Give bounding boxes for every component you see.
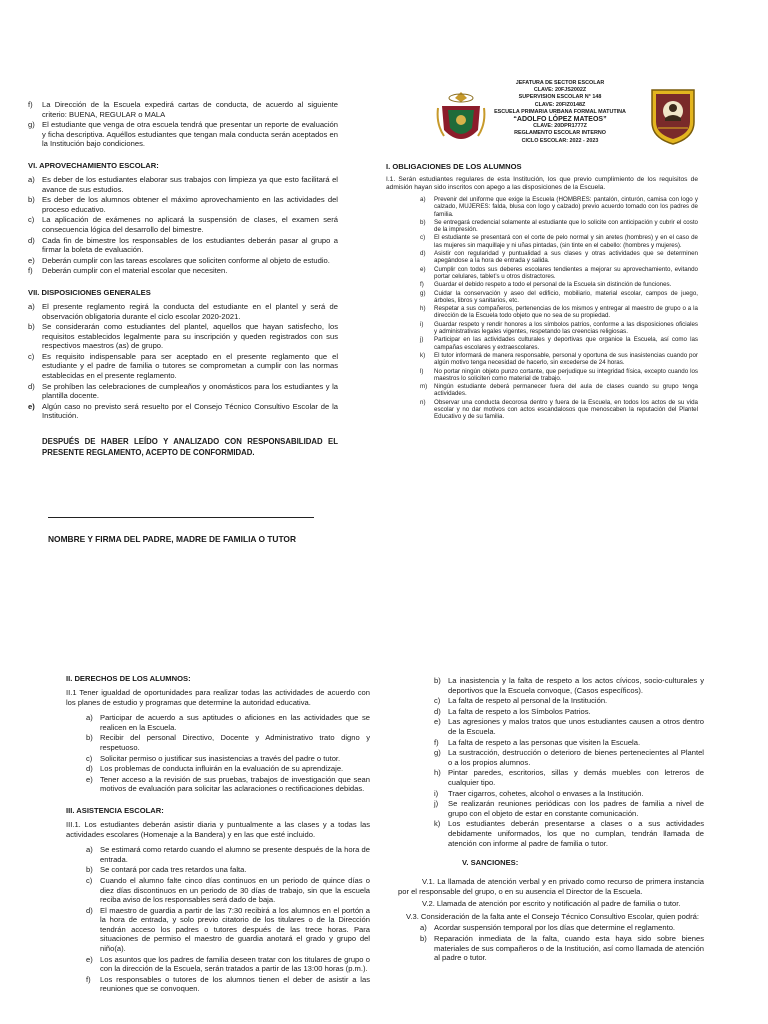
sanction-v1: V.1. La llamada de atención verbal y en privado como recurso de primera instancia por el responsable del grupo, o en su ausencia el Director de la Escuela. (398, 877, 704, 896)
list-item: e) Los asuntos que los padres de familia deseen tratar con los titulares de grupo o con la dirección de la Escuela, serán tratados a partir de las 13:00 horas (p.m.). (86, 954, 370, 974)
list-item: c) Cuando el alumno falte cinco días continuos en un periodo de quince días o diez días discontinuos en un periodo de 30 días de trabajo, sin que la escuela reciba aviso de los responsables será dado de baja. (86, 875, 370, 905)
list-item: b) Se considerarán como estudiantes del plantel, aquellos que hayan satisfecho, los requisitos establecidos legalmente para su inscripción y queden registrados con sus respectivos maestros (as) de grupo. (28, 322, 338, 351)
section-i-intro: I.1. Serán estudiantes regulares de esta Institución, los que previo cumplimiento de los requisitos de admisión hayan sido inscritos con apego a las disposiciones de la Escuela. (386, 176, 698, 191)
section-iii-title: III. ASISTENCIA ESCOLAR: (66, 805, 164, 815)
list-item: m) Ningún estudiante deberá permanecer fuera del aula de clases cuando su grupo tenga actividades. (420, 383, 698, 398)
list-item: c) Solicitar permiso o justificar sus inasistencias a través del padre o tutor. (86, 753, 341, 763)
header-line: SUPERVISION ESCOLAR N° 148 (518, 94, 602, 101)
bottom-left-column (66, 674, 370, 1024)
top-right-column (386, 160, 698, 500)
section-vi-title: VI. APROVECHAMIENTO ESCOLAR: (28, 160, 159, 170)
list-item: f) La Dirección de la Escuela expedirá cartas de conducta, de acuerdo al siguiente criterio: BUENA, REGULAR o MALA (28, 100, 338, 119)
list-item: a) Acordar suspensión temporal por los días que determine el reglamento. (420, 923, 676, 933)
list-item: b) Es deber de los alumnos obtener el máximo aprovechamiento en las actividades del proceso educativo. (28, 195, 338, 214)
section-ii-intro: II.1 Tener igualdad de oportunidades para realizar todas las actividades de acuerdo con los planes de estudio y programas que determine la autoridad educativa. (66, 688, 370, 707)
list-item: d) Asistir con regularidad y puntualidad a sus clases y otras actividades que se determinen apegándose a la hora de entrada y salida. (420, 250, 698, 265)
list-item: e) Algún caso no previsto será resuelto por el Consejo Técnico Consultivo Escolar de la Institución. (28, 401, 338, 421)
list-item: d) Cada fin de bimestre los responsables de los estudiantes deberán pasar al grupo a firmar la boleta de evaluación. (28, 235, 338, 255)
section-vi-list (28, 175, 338, 276)
section-i-title: I. OBLIGACIONES DE LOS ALUMNOS (386, 162, 522, 171)
list-item: e) Deberán cumplir con las tareas escolares que soliciten conforme al objeto de estudio. (28, 255, 330, 265)
section-iii-list (66, 845, 370, 994)
list-item: i) Guardar respeto y rendir honores a los símbolos patrios, conforme a las disposiciones oficiales y administrativas legales vigentes, respetando las creencias religiosas. (420, 320, 698, 336)
header-line: CLAVE: 20FIZ0148Z (534, 101, 586, 108)
section-v-list (398, 923, 704, 962)
signature-label: NOMBRE Y FIRMA DEL PADRE, MADRE DE FAMILIA O TUTOR (48, 534, 296, 544)
list-item: a) Es deber de los estudiantes elaborar sus trabajos con limpieza ya que esto facilitará el avance de sus estudios. (28, 174, 338, 194)
section-v-title: V. SANCIONES: (462, 858, 519, 868)
list-item: c) El estudiante se presentará con el corte de pelo normal y sin aretes (hombres) y en el caso de las mujeres sin maquillaje y ni uñas pintadas, (sin tinte en el cabello: (hombres y mujeres). (420, 234, 698, 249)
list-item: f) Guardar el debido respeto a todo el personal de la Escuela sin distinción de funciones. (420, 281, 672, 289)
sanction-v2: V.2. Llamada de atención por escrito y notificación al padre de familia o tutor. (422, 899, 681, 909)
section-vii-title: VII. DISPOSICIONES GENERALES (28, 287, 151, 297)
list-item: n) Observar una conducta decorosa dentro y fuera de la Escuela, en todos los actos de su vida escolar y no dar motivos con actos escandalosos que menoscaben la reputación del Plantel Educativo y de su familia. (420, 398, 698, 421)
list-item: d) El maestro de guardia a partir de las 7:30 recibirá a los alumnos en el portón a la hora de entrada, y solo previo citatorio de los titulares o de la Dirección tendrán acceso los padres o tutores después de las trece horas. Para situaciones de permiso el maestro de guardia anotará el grado y grupo del niño(a). (86, 905, 370, 954)
list-item: f) Los responsables o tutores de los alumnos tienen el deber de asistir a las reuniones que se convoquen. (86, 974, 370, 994)
section-ii-list (66, 713, 370, 794)
list-item: b) Se entregará credencial solamente al estudiante que lo solicite con anticipación y cubrir el costo de la impresión. (420, 218, 698, 234)
section-i-list (386, 196, 698, 421)
list-item: b) Reparación inmediata de la falta, cuando esta haya sido sobre bienes materiales de sus compañeros o de la Institución, así como llamada de atención al padre o tutor. (420, 934, 704, 963)
list-item: d) La falta de respeto a los Símbolos Patrios. (434, 706, 591, 716)
header-line: REGLAMENTO ESCOLAR INTERNO (514, 130, 606, 137)
section-iv-list (398, 676, 704, 848)
section-vii-list (28, 302, 338, 421)
list-item: a) Se estimará como retardo cuando el alumno se presente después de la hora de entrada. (86, 845, 370, 864)
list-item: g) Cuidar la conservación y aseo del edificio, mobiliario, material escolar, campos de juego, árboles, libros y sanitarios, etc. (420, 289, 698, 304)
signature-line (48, 517, 314, 518)
list-item: h) Respetar a sus compañeros, pertenencias de los mismos y entregar al maestro de grupo o a la dirección de la Escuela todo objeto que no sea de su propiedad. (420, 305, 698, 320)
list-item: e) Cumplir con todos sus deberes escolares tendientes a mejorar su aprovechamiento, evitando portar celulares, tablet’s u otros distractores. (420, 265, 698, 280)
list-item: k) Los estudiantes deberán presentarse a clases o a sus actividades debidamente uniformados, los que no cumplan, tendrán llamada de atención con informe al padre de familia o tutor. (434, 819, 704, 848)
list-item: f) La falta de respeto a las personas que visiten la Escuela. (434, 737, 641, 747)
list-item: b) Se contará por cada tres retardos una falta. (86, 865, 247, 875)
header-line: JEFATURA DE SECTOR ESCOLAR (515, 80, 605, 86)
section-ii-title: II. DERECHOS DE LOS ALUMNOS: (66, 674, 191, 683)
list-item: a) Prevenir del uniforme que exige la Escuela (HOMBRES: pantalón, cinturón, camisa con logo y calzado, MUJERES: falda, blusa con logo y calzado) previo acuerdo tomado con los padres de familia. (420, 196, 698, 218)
list-item: a) Participar de acuerdo a sus aptitudes o aficiones en las actividades que se realicen en la Escuela. (86, 713, 370, 732)
list-item: b) Recibir del personal Directivo, Docente y Administrativo trato digno y respetuoso. (86, 733, 370, 752)
list-item: d) Se prohíben las celebraciones de cumpleaños y onomásticos para los estudiantes y la plantilla docente. (28, 381, 338, 401)
school-name: “ADOLFO LÓPEZ MATEOS” (513, 116, 607, 124)
school-logo (648, 84, 698, 146)
list-item: k) El tutor informará de manera responsable, personal y oportuna de sus inasistencias cuando por algún motivo tenga necesidad de hacerlo, sin excederse de 24 horas. (420, 351, 698, 367)
sanction-v3: V.3. Consideración de la falta ante el Consejo Técnico Consultivo Escolar, quien podrá: (406, 911, 699, 921)
header-line: ESCUELA PRIMARIA URBANA FORMAL MATUTINA (494, 108, 626, 115)
list-item: c) La aplicación de exámenes no aplicará la suspensión de clases, el examen será consecuencia lógica del desarrollo del bimestre. (28, 215, 338, 234)
list-item: j) Participar en las actividades culturales y deportivas que organice la Escuela, así como las campañas escolares y extraescolares. (420, 336, 698, 351)
list-item: g) El estudiante que venga de otra escuela tendrá que presentar un reporte de evaluación y ficha descriptiva. Aquéllos estudiantes que tengan mala conducta serán aceptados en la Institución bajo condiciones. (28, 120, 338, 149)
list-item: c) La falta de respeto al personal de la Institución. (434, 696, 608, 706)
list-item: f) Deberán cumplir con el material escolar que necesiten. (28, 266, 228, 276)
header-line: CICLO ESCOLAR: 2022 - 2023 (521, 137, 599, 144)
top-left-column (28, 100, 338, 470)
list-item: e) Las agresiones y malos tratos que unos estudiantes causen a otros dentro de la Escuela. (434, 717, 704, 736)
list-item: h) Pintar paredes, escritorios, sillas y demás muebles con letreros de cualquier tipo. (434, 768, 704, 787)
state-seal-logo (436, 88, 486, 150)
closing-statement: DESPUÉS DE HABER LEÍDO Y ANALIZADO CON RESPONSABILIDAD EL PRESENTE REGLAMENTO, ACEPTO DE CONFORMIDAD. (42, 437, 338, 458)
section-iii-intro: III.1. Los estudiantes deberán asistir diaria y puntualmente a las clases y a todas las actividades escolares (Homenaje a la Bandera) y en las que esté incluido. (66, 819, 370, 839)
list-item: e) Tener acceso a la revisión de sus pruebas, trabajos de investigación que sean motivos de evaluación para solicitar las aclaraciones o rectificaciones debidas. (86, 774, 370, 794)
header-line: CLAVE: 20DPR1777Z (533, 123, 587, 130)
list-item: g) La sustracción, destrucción o deterioro de bienes pertenecientes al Plantel o a los propios alumnos. (434, 748, 704, 767)
list-item: i) Traer cigarros, cohetes, alcohol o envases a la Institución. (434, 788, 644, 798)
list-item: j) Se realizarán reuniones periódicas con los padres de familia a nivel de grupo con el objeto de estar en constante comunicación. (434, 799, 704, 818)
list-item: c) Es requisito indispensable para ser aceptado en el presente reglamento que el estudiante y el padre de familia o tutores se comprometan a cumplir con las normas establecidas en el presente reglamento. (28, 351, 338, 381)
list-item: d) Los problemas de conducta influirán en la evaluación de su aprendizaje. (86, 764, 344, 774)
bottom-right-column (398, 676, 704, 1024)
list-item: a) El presente reglamento regirá la conducta del estudiante en el plantel y será de observación obligatoria durante el ciclo escolar 2020-2021. (28, 301, 338, 321)
document-header (480, 80, 640, 145)
pre-items (28, 100, 338, 149)
list-item: l) No portar ningún objeto punzo cortante, que perjudique su integridad física, excepto cuando los maestros lo soliciten como material de trabajo. (420, 367, 698, 382)
header-line: CLAVE: 20FJS2002Z (533, 87, 587, 94)
list-item: b) La inasistencia y la falta de respeto a los actos cívicos, socio-culturales y deportivos que la Escuela convoque, (Casos específicos). (434, 676, 704, 695)
